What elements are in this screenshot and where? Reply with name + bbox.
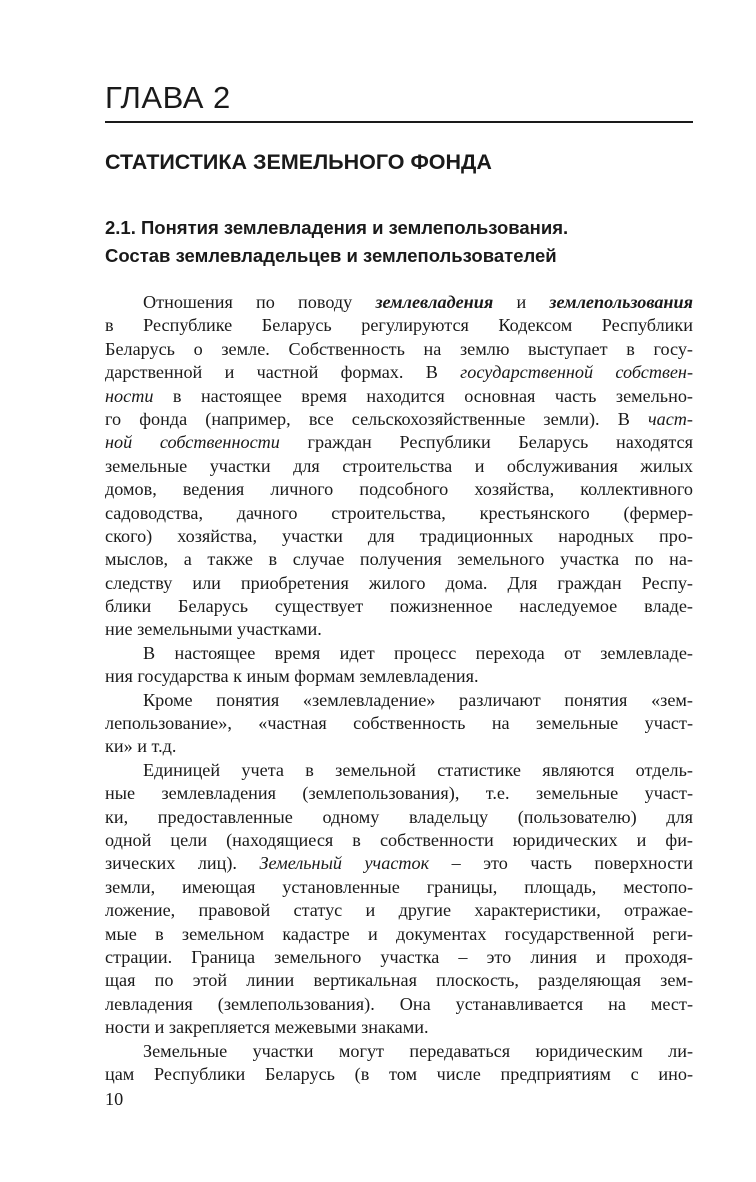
text-run: ные землевладения (землепользования), т.е. земельные участ-: [105, 783, 693, 804]
text-run: блики Беларусь существует пожизненное наследуемое владе-: [105, 596, 693, 617]
text-run: дарственной и частной формах. В: [105, 362, 461, 383]
term-emphasis: землевладения: [375, 292, 494, 312]
text-line: [105, 1016, 693, 1039]
text-line: [105, 385, 693, 408]
text-run: щая по этой линии вертикальная плоскость, разделяющая зем-: [105, 970, 693, 991]
text-line: [105, 689, 693, 712]
text-line: [105, 291, 693, 314]
text-line: [105, 1063, 693, 1086]
text-line: [105, 969, 693, 992]
text-run: ности и закрепляется межевыми знаками.: [105, 1017, 429, 1038]
text-line: [105, 759, 693, 782]
body-text: [105, 291, 693, 1086]
text-run: зических лиц).: [105, 853, 260, 874]
text-line: [105, 595, 693, 618]
paragraph: [105, 689, 693, 759]
text-line: [105, 876, 693, 899]
text-line: [105, 993, 693, 1016]
text-run: ки» и т.д.: [105, 736, 177, 757]
text-line: [105, 923, 693, 946]
term-italic: ности: [105, 385, 154, 406]
text-line: [105, 899, 693, 922]
text-run: ния государства к иным формам землевладения.: [105, 666, 479, 687]
text-run: левладения (землепользования). Она устанавливается на мест-: [105, 993, 693, 1014]
text-run: ложение, правовой статус и другие характеристики, отражае-: [105, 900, 693, 921]
text-line: [105, 665, 693, 688]
term-italic: государственной собствен-: [460, 362, 694, 383]
term-emphasis: землепользования: [549, 292, 694, 312]
paragraph: [105, 642, 693, 689]
text-line: [105, 1040, 693, 1063]
text-run: следству или приобретения жилого дома. Для граждан Респу-: [105, 572, 693, 593]
chapter-title: СТАТИСТИКА ЗЕМЕЛЬНОГО ФОНДА: [105, 150, 492, 174]
text-run: ского) хозяйства, участки для традиционных народных про-: [105, 525, 693, 546]
text-run: Кроме понятия «землевладение» различают понятия «зем-: [143, 689, 693, 710]
text-line: [105, 806, 693, 829]
text-line: [105, 946, 693, 969]
text-run: Беларусь о земле. Собственность на землю выступает в госу-: [105, 338, 693, 359]
term-italic: ной собственности: [105, 432, 280, 453]
text-run: домов, ведения личного подсобного хозяйства, коллективного: [105, 479, 693, 500]
text-run: земельные участки для строительства и обслуживания жилых: [105, 455, 693, 476]
text-line: [105, 314, 693, 337]
paragraph: [105, 759, 693, 1040]
text-run: – это часть поверхности: [429, 853, 693, 874]
text-line: [105, 338, 693, 361]
text-run: Земельные участки могут передаваться юридическим ли-: [143, 1040, 693, 1061]
text-line: [105, 712, 693, 735]
paragraph: [105, 1040, 693, 1087]
text-run: одной цели (находящиеся в собственности юридических и фи-: [105, 829, 693, 850]
text-run: го фонда (например, все сельскохозяйственные земли). В: [105, 408, 648, 429]
text-run: садоводства, дачного строительства, крестьянского (фермер-: [105, 502, 693, 523]
text-line: [105, 478, 693, 501]
text-line: [105, 782, 693, 805]
text-run: лепользование», «частная собственность на земельные участ-: [105, 713, 693, 734]
text-run: ние земельными участками.: [105, 619, 322, 640]
text-run: страции. Граница земельного участка – это линия и проходя-: [105, 946, 693, 967]
text-line: [105, 361, 693, 384]
section-title: [105, 214, 693, 270]
text-line: [105, 618, 693, 641]
term-italic: част-: [647, 408, 693, 429]
text-line: [105, 431, 693, 454]
text-run: Отношения по поводу: [143, 292, 376, 312]
text-run: В настоящее время идет процесс перехода от землевладе-: [143, 642, 693, 663]
text-line: [105, 829, 693, 852]
text-line: [105, 455, 693, 478]
text-run: мыслов, а также в случае получения земельного участка по на-: [105, 549, 693, 570]
text-run: земли, имеющая установленные границы, площадь, местопо-: [105, 876, 693, 897]
text-run: в настоящее время находится основная часть земельно-: [153, 385, 693, 406]
text-run: мые в земельном кадастре и документах государственной реги-: [105, 923, 693, 944]
text-line: [105, 642, 693, 665]
text-line: [105, 408, 693, 431]
section-title-line: 2.1. Понятия землевладения и землепользования.: [105, 217, 569, 238]
page-number: 10: [105, 1089, 124, 1109]
text-line: [105, 852, 693, 875]
text-run: граждан Республики Беларусь находятся: [279, 432, 693, 453]
paragraph: [105, 291, 693, 642]
text-line: [105, 572, 693, 595]
text-run: ки, предоставленные одному владельцу (пользователю) для: [105, 806, 693, 827]
text-line: [105, 735, 693, 758]
text-line: [105, 548, 693, 571]
text-run: в Республике Беларусь регулируются Кодексом Республики: [105, 315, 693, 336]
text-run: Единицей учета в земельной статистике являются отдель-: [143, 759, 693, 780]
text-line: [105, 502, 693, 525]
text-line: [105, 525, 693, 548]
chapter-rule: [105, 121, 693, 123]
text-run: и: [493, 292, 550, 312]
text-run: цам Республики Беларусь (в том числе предприятиям с ино-: [105, 1063, 693, 1084]
term-italic: Земельный участок: [259, 853, 430, 874]
section-title-line: Состав землевладельцев и землепользователей: [105, 245, 557, 266]
chapter-label: ГЛАВА 2: [105, 80, 231, 115]
